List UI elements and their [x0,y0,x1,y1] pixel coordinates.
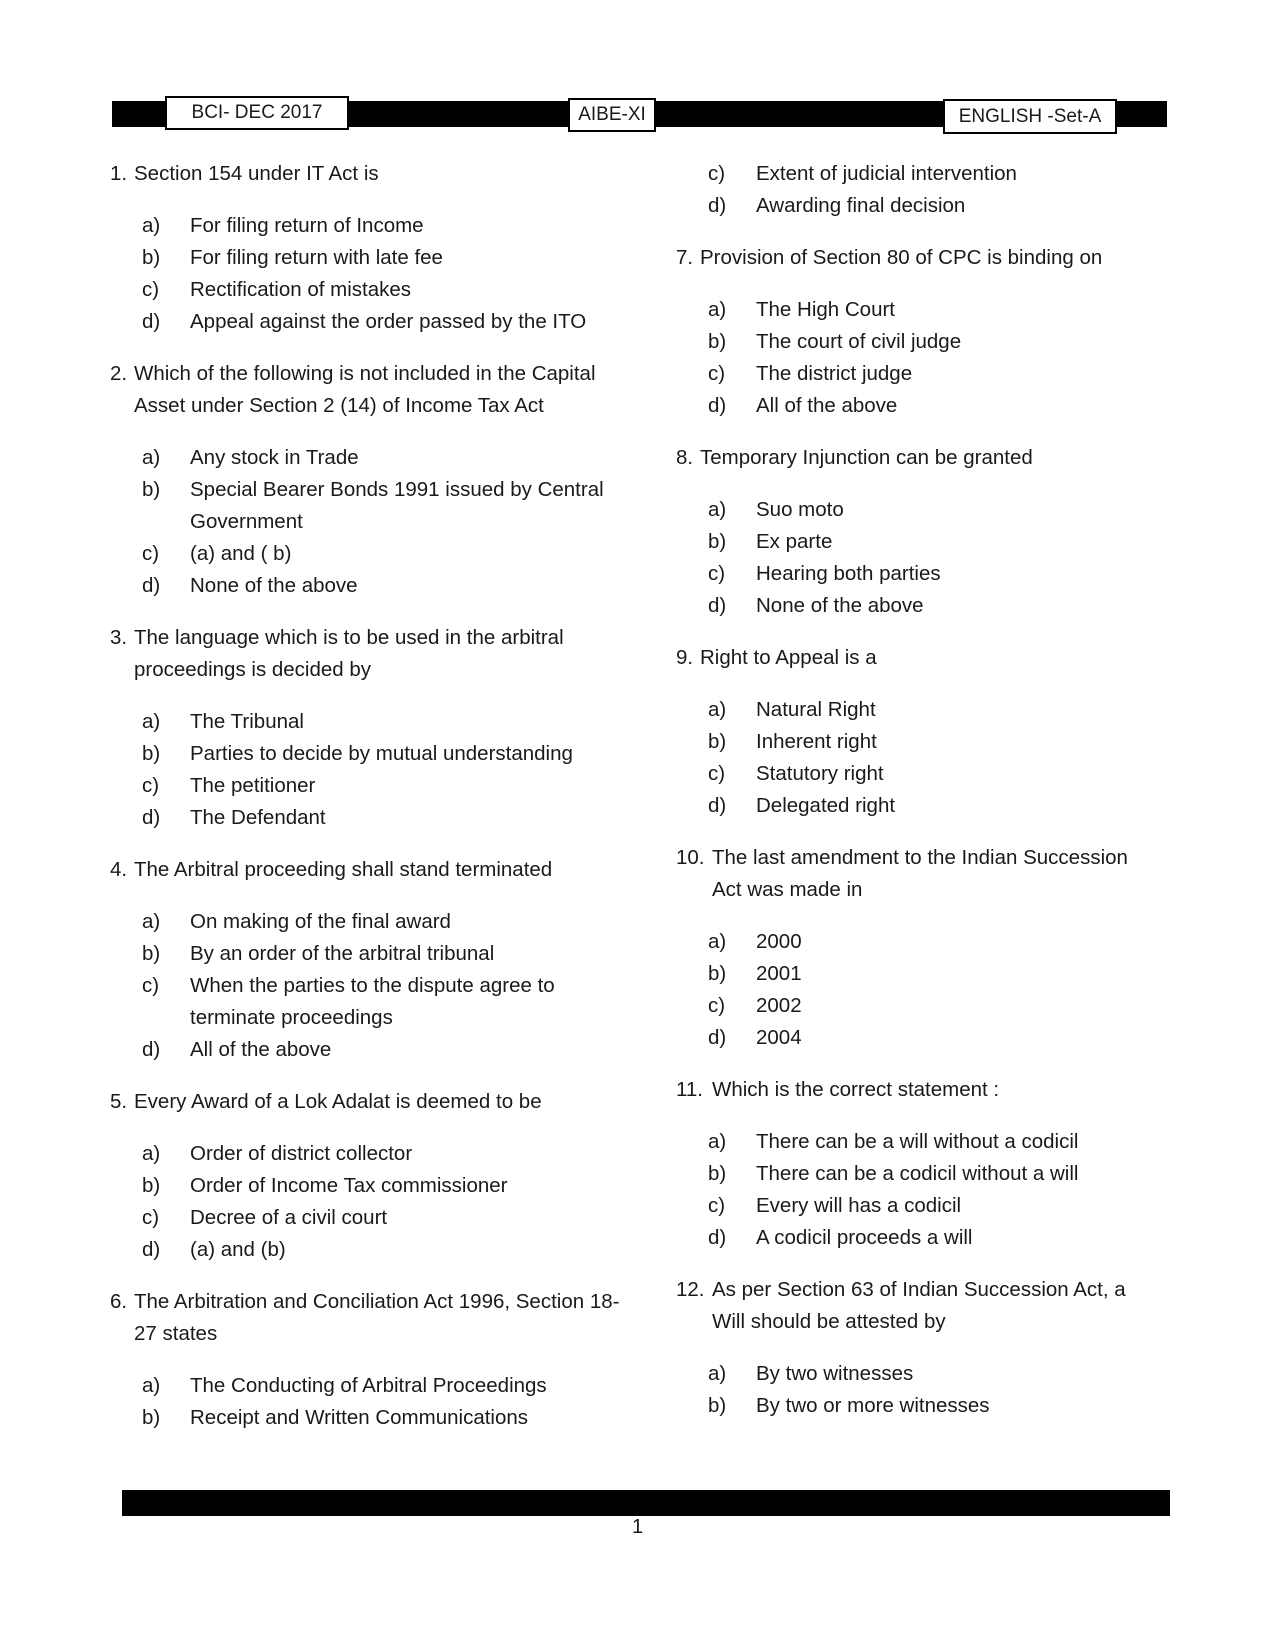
option-1-4 [142,306,630,338]
question-text: As per Section 63 of Indian Succession Act, a Will should be attested by [712,1278,1126,1333]
question-text: Which is the correct statement : [712,1078,1000,1101]
question-3 [110,622,630,834]
question-text: Provision of Section 80 of CPC is binding on [700,246,1103,269]
option-letter: c) [142,542,160,565]
option-4-2 [142,938,630,970]
question-number: 9. [676,646,694,669]
option-text: 2004 [756,1026,802,1049]
option-letter: a) [142,446,161,469]
question-number: 1. [110,162,128,185]
option-letter: c) [708,362,726,385]
option-letter: a) [708,1362,727,1385]
option-letter: a) [708,298,727,321]
option-5-4 [142,1234,630,1266]
options-list [708,926,1156,1054]
option-text: All of the above [190,1038,332,1061]
options-list [142,906,630,1066]
option-9-4 [708,790,1156,822]
option-letter: b) [708,330,727,353]
question-number: 5. [110,1090,128,1113]
option-7-3 [708,358,1156,390]
question-stem [110,358,630,422]
option-6-2 [142,1402,630,1434]
option-letter: c) [708,562,726,585]
option-5-3 [142,1202,630,1234]
option-1-3 [142,274,630,306]
option-text: All of the above [756,394,898,417]
option-letter: b) [708,1394,727,1417]
option-letter: d) [708,594,727,617]
option-text: There can be a will without a codicil [756,1130,1079,1153]
option-text: By two or more witnesses [756,1394,990,1417]
option-letter: a) [708,930,727,953]
question-stem [110,158,630,190]
option-text: Ex parte [756,530,833,553]
question-1 [110,158,630,338]
option-letter: b) [142,246,161,269]
option-text: Every will has a codicil [756,1194,962,1217]
option-text: 2000 [756,930,802,953]
option-letter: b) [142,1174,161,1197]
option-text: 2002 [756,994,802,1017]
right-column [676,158,1156,1442]
option-8-4 [708,590,1156,622]
option-10-2 [708,958,1156,990]
option-letter: d) [142,1238,161,1261]
option-text: None of the above [756,594,924,617]
option-2-1 [142,442,630,474]
option-text: Special Bearer Bonds 1991 issued by Central Government [190,478,604,533]
options-list [708,694,1156,822]
option-text: Any stock in Trade [190,446,359,469]
question-number: 3. [110,626,128,649]
option-text: Inherent right [756,730,877,753]
question-number: 2. [110,362,128,385]
options-list [708,494,1156,622]
option-2-3 [142,538,630,570]
question-number: 12. [676,1278,705,1301]
option-letter: b) [708,1162,727,1185]
option-text: (a) and (b) [190,1238,286,1261]
option-letter: a) [142,1142,161,1165]
option-6-1 [142,1370,630,1402]
option-4-3 [142,970,630,1034]
option-text: The court of civil judge [756,330,962,353]
left-column [110,158,630,1454]
option-text: Hearing both parties [756,562,941,585]
option-10-1 [708,926,1156,958]
option-4-1 [142,906,630,938]
options-list [142,442,630,602]
option-letter: d) [142,574,161,597]
option-letter: d) [142,310,161,333]
option-text: The High Court [756,298,896,321]
question-4 [110,854,630,1066]
option-text: There can be a codicil without a will [756,1162,1079,1185]
option-7-4 [708,390,1156,422]
option-letter: c) [142,278,160,301]
question-2 [110,358,630,602]
page-number: 1 [631,1516,644,1538]
question-stem [110,1086,630,1118]
option-5-2 [142,1170,630,1202]
option-letter: d) [708,1226,727,1249]
header-exam-name: AIBE-XI [568,98,656,132]
option-text: Suo moto [756,498,844,521]
option-letter: b) [142,1406,161,1429]
options-list [142,1370,630,1434]
option-3-3 [142,770,630,802]
question-stem [676,242,1156,274]
option-letter: a) [708,498,727,521]
question-number: 4. [110,858,128,881]
question-stem [676,1274,1156,1338]
header-set-label: ENGLISH -Set-A [943,99,1117,134]
question-number: 7. [676,246,694,269]
option-letter: c) [708,1194,726,1217]
option-text: 2001 [756,962,802,985]
option-text: Statutory right [756,762,884,785]
question-stem [110,854,630,886]
options-list [142,1138,630,1266]
option-letter: b) [708,530,727,553]
option-text: The petitioner [190,774,316,797]
question-stem [110,1286,630,1350]
option-3-1 [142,706,630,738]
options-list [142,210,630,338]
option-9-3 [708,758,1156,790]
option-letter: a) [142,214,161,237]
question-stem [676,842,1156,906]
option-letter: d) [142,806,161,829]
option-text: Order of Income Tax commissioner [190,1174,508,1197]
option-letter: c) [708,994,726,1017]
footer-bar [122,1490,1170,1516]
option-10-3 [708,990,1156,1022]
option-4-4 [142,1034,630,1066]
option-letter: b) [142,478,161,501]
option-text: By two witnesses [756,1362,914,1385]
option-1-1 [142,210,630,242]
header-exam-label: BCI- DEC 2017 [165,96,349,130]
question-12 [676,1274,1156,1422]
question-number: 6. [110,1290,128,1313]
question-text: The Arbitral proceeding shall stand terminated [134,858,553,881]
option-letter: b) [708,730,727,753]
option-letter: d) [708,794,727,817]
options-list [708,1358,1156,1422]
option-letter: a) [142,1374,161,1397]
option-letter: b) [708,962,727,985]
options-list [708,294,1156,422]
option-12-2 [708,1390,1156,1422]
question-text: Section 154 under IT Act is [134,162,379,185]
option-text: By an order of the arbitral tribunal [190,942,495,965]
question-text: Which of the following is not included in the Capital Asset under Section 2 (14) of Income Tax Act [134,362,596,417]
option-text: (a) and ( b) [190,542,292,565]
question-number: 10. [676,846,705,869]
question-7 [676,242,1156,422]
option-6-1 [708,158,1156,190]
option-9-2 [708,726,1156,758]
option-letter: a) [708,698,727,721]
option-text: A codicil proceeds a will [756,1226,973,1249]
option-text: The Conducting of Arbitral Proceedings [190,1374,547,1397]
option-text: When the parties to the dispute agree to terminate proceedings [190,974,555,1029]
option-letter: a) [708,1130,727,1153]
options-list [142,706,630,834]
option-text: The Tribunal [190,710,304,733]
option-text: For filing return with late fee [190,246,443,269]
question-text: Right to Appeal is a [700,646,877,669]
option-8-2 [708,526,1156,558]
question-number: 11. [676,1078,703,1101]
option-6-2 [708,190,1156,222]
question-text: Every Award of a Lok Adalat is deemed to be [134,1090,542,1113]
option-1-2 [142,242,630,274]
option-11-4 [708,1222,1156,1254]
option-letter: c) [708,162,726,185]
options-list [708,1126,1156,1254]
option-11-2 [708,1158,1156,1190]
option-text: Decree of a civil court [190,1206,388,1229]
question-5 [110,1086,630,1266]
question-10 [676,842,1156,1054]
option-7-2 [708,326,1156,358]
option-letter: b) [142,942,161,965]
option-text: Awarding final decision [756,194,966,217]
option-3-2 [142,738,630,770]
question-stem [676,1074,1156,1106]
question-6 [110,1286,630,1434]
option-text: Order of district collector [190,1142,413,1165]
option-text: Receipt and Written Communications [190,1406,529,1429]
option-2-4 [142,570,630,602]
option-7-1 [708,294,1156,326]
question-text: The Arbitration and Conciliation Act 1996, Section 18-27 states [134,1290,620,1345]
option-letter: d) [142,1038,161,1061]
option-text: Extent of judicial intervention [756,162,1017,185]
question-stem [110,622,630,686]
option-text: Appeal against the order passed by the ITO [190,310,587,333]
option-11-3 [708,1190,1156,1222]
option-letter: c) [142,974,160,997]
option-letter: d) [708,1026,727,1049]
option-text: On making of the final award [190,910,451,933]
option-text: Parties to decide by mutual understanding [190,742,573,765]
question-6-continued-options [708,158,1156,222]
option-letter: c) [142,1206,160,1229]
option-text: The Defendant [190,806,326,829]
option-letter: a) [142,710,161,733]
option-letter: d) [708,394,727,417]
question-stem [676,442,1156,474]
question-text: The last amendment to the Indian Succession Act was made in [712,846,1128,901]
option-text: For filing return of Income [190,214,424,237]
option-5-1 [142,1138,630,1170]
option-11-1 [708,1126,1156,1158]
option-text: Natural Right [756,698,876,721]
option-text: None of the above [190,574,358,597]
option-letter: c) [142,774,160,797]
question-8 [676,442,1156,622]
question-text: Temporary Injunction can be granted [700,446,1033,469]
question-11 [676,1074,1156,1254]
option-text: Rectification of mistakes [190,278,412,301]
option-9-1 [708,694,1156,726]
option-2-2 [142,474,630,538]
option-8-3 [708,558,1156,590]
question-text: The language which is to be used in the arbitral proceedings is decided by [134,626,564,681]
question-number: 8. [676,446,694,469]
option-letter: b) [142,742,161,765]
option-12-1 [708,1358,1156,1390]
option-letter: c) [708,762,726,785]
question-9 [676,642,1156,822]
option-letter: d) [708,194,727,217]
question-stem [676,642,1156,674]
option-text: Delegated right [756,794,896,817]
option-letter: a) [142,910,161,933]
option-10-4 [708,1022,1156,1054]
option-3-4 [142,802,630,834]
option-text: The district judge [756,362,913,385]
option-8-1 [708,494,1156,526]
